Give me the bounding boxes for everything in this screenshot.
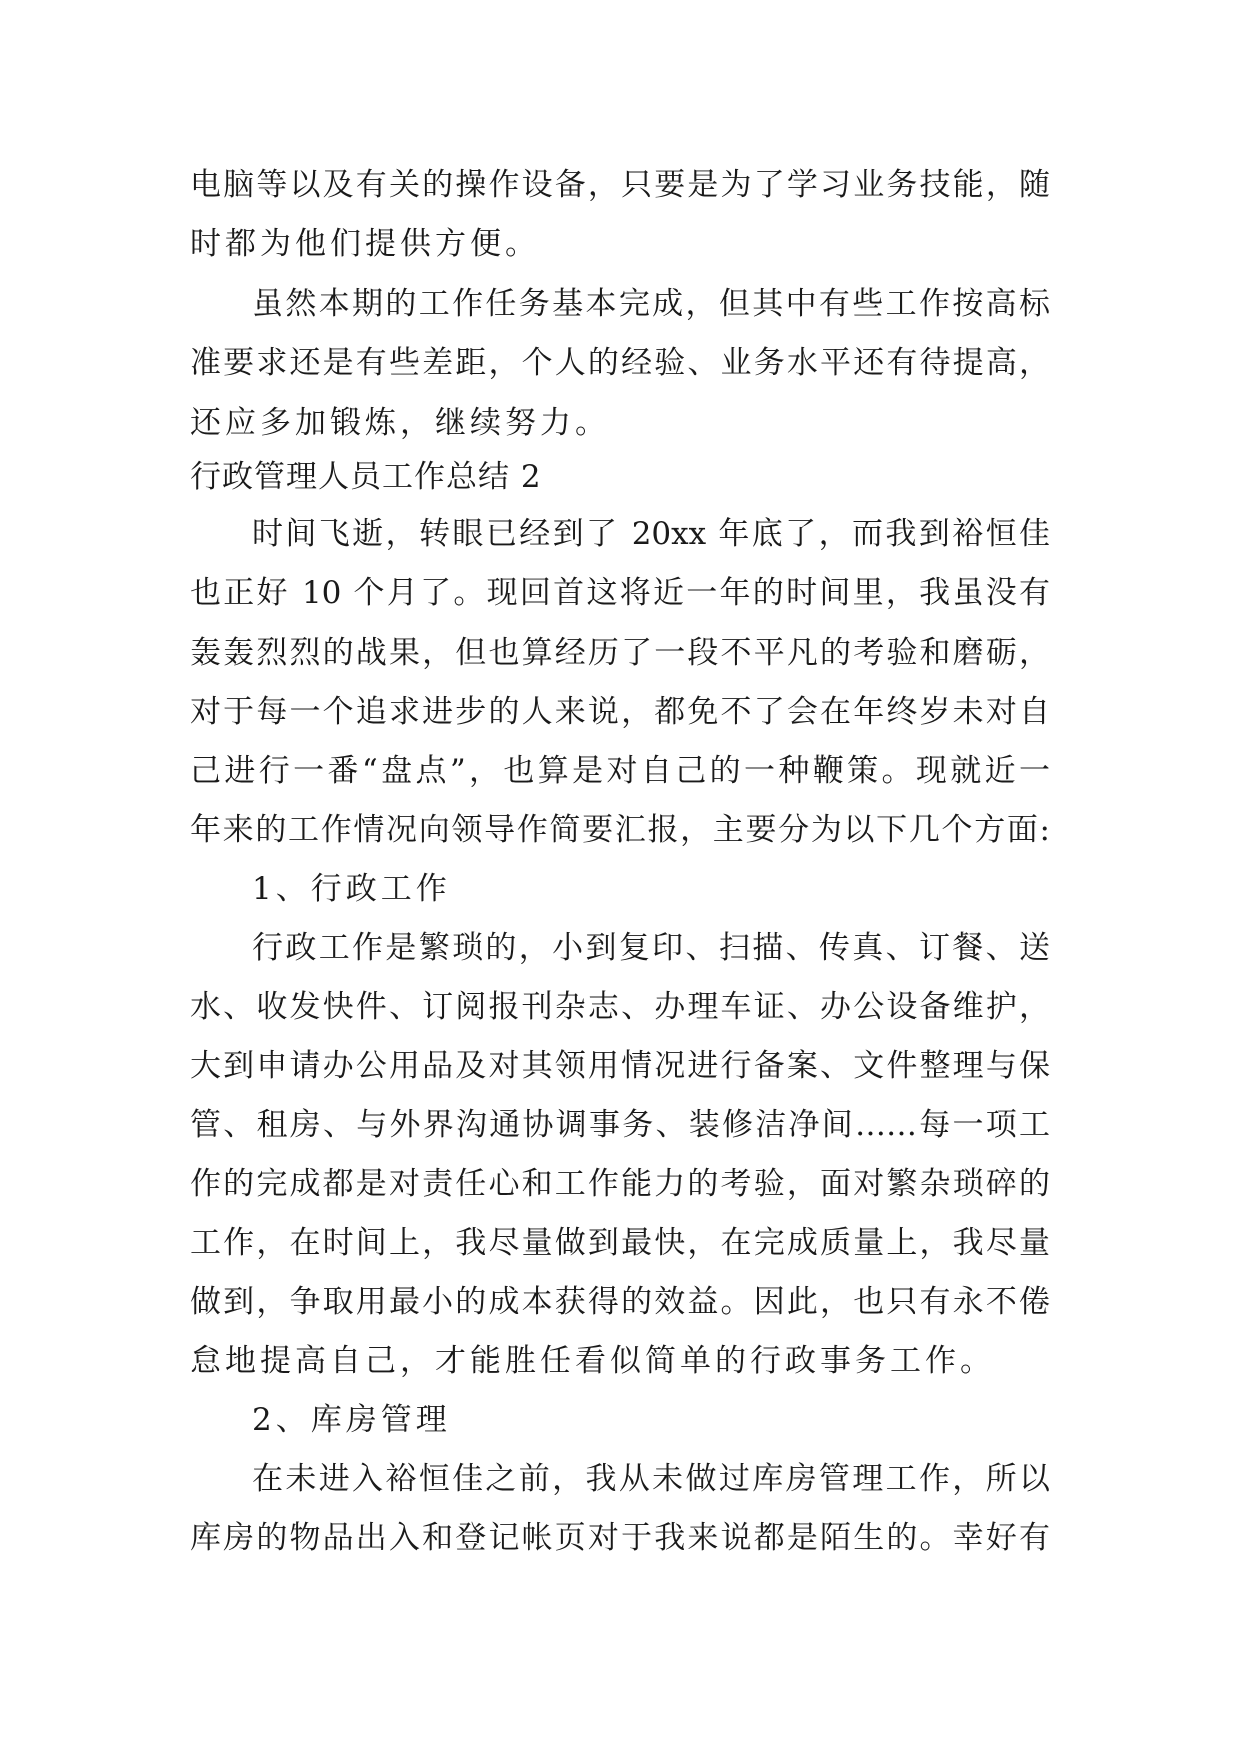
subsection-heading: 1、行政工作 (252, 871, 451, 907)
paragraph-line: 作的完成都是对责任心和工作能力的考验，面对繁杂琐碎的 (190, 1166, 1050, 1202)
paragraph-line: 大到申请办公用品及对其领用情况进行备案、文件整理与保 (190, 1048, 1050, 1084)
paragraph-line: 己进行一番“盘点”，也算是对自己的一种鞭策。现就近一 (190, 753, 1050, 789)
paragraph-line: 行政工作是繁琐的，小到复印、扫描、传真、订餐、送 (252, 930, 1050, 966)
paragraph-line: 还应多加锻炼，继续努力。 (190, 405, 610, 441)
paragraph-line: 电脑等以及有关的操作设备，只要是为了学习业务技能，随 (190, 167, 1050, 203)
paragraph-line: 时都为他们提供方便。 (190, 226, 540, 262)
paragraph-line: 轰轰烈烈的战果，但也算经历了一段不平凡的考验和磨砺， (190, 635, 1050, 671)
paragraph-line: 水、收发快件、订阅报刊杂志、办理车证、办公设备维护， (190, 989, 1050, 1025)
paragraph-line: 库房的物品出入和登记帐页对于我来说都是陌生的。幸好有 (190, 1520, 1050, 1556)
paragraph-line: 也正好 10 个月了。现回首这将近一年的时间里，我虽没有 (190, 575, 1050, 611)
paragraph-line: 做到，争取用最小的成本获得的效益。因此，也只有永不倦 (190, 1284, 1050, 1320)
section-title: 行政管理人员工作总结 2 (190, 459, 542, 495)
paragraph-line: 年来的工作情况向领导作简要汇报，主要分为以下几个方面: (190, 812, 1050, 848)
paragraph-line: 准要求还是有些差距，个人的经验、业务水平还有待提高， (190, 345, 1050, 381)
paragraph-line: 对于每一个追求进步的人来说，都免不了会在年终岁未对自 (190, 694, 1050, 730)
paragraph-line: 怠地提高自己，才能胜任看似简单的行政事务工作。 (190, 1343, 995, 1379)
paragraph-line: 工作，在时间上，我尽量做到最快，在完成质量上，我尽量 (190, 1225, 1050, 1261)
paragraph-line: 时间飞逝，转眼已经到了 20xx 年底了，而我到裕恒佳 (252, 516, 1050, 552)
subsection-heading: 2、库房管理 (252, 1402, 451, 1438)
paragraph-line: 虽然本期的工作任务基本完成，但其中有些工作按高标 (252, 286, 1050, 322)
paragraph-line: 管、租房、与外界沟通协调事务、装修洁净间……每一项工 (190, 1107, 1050, 1143)
paragraph-line: 在未进入裕恒佳之前，我从未做过库房管理工作，所以 (252, 1461, 1050, 1497)
